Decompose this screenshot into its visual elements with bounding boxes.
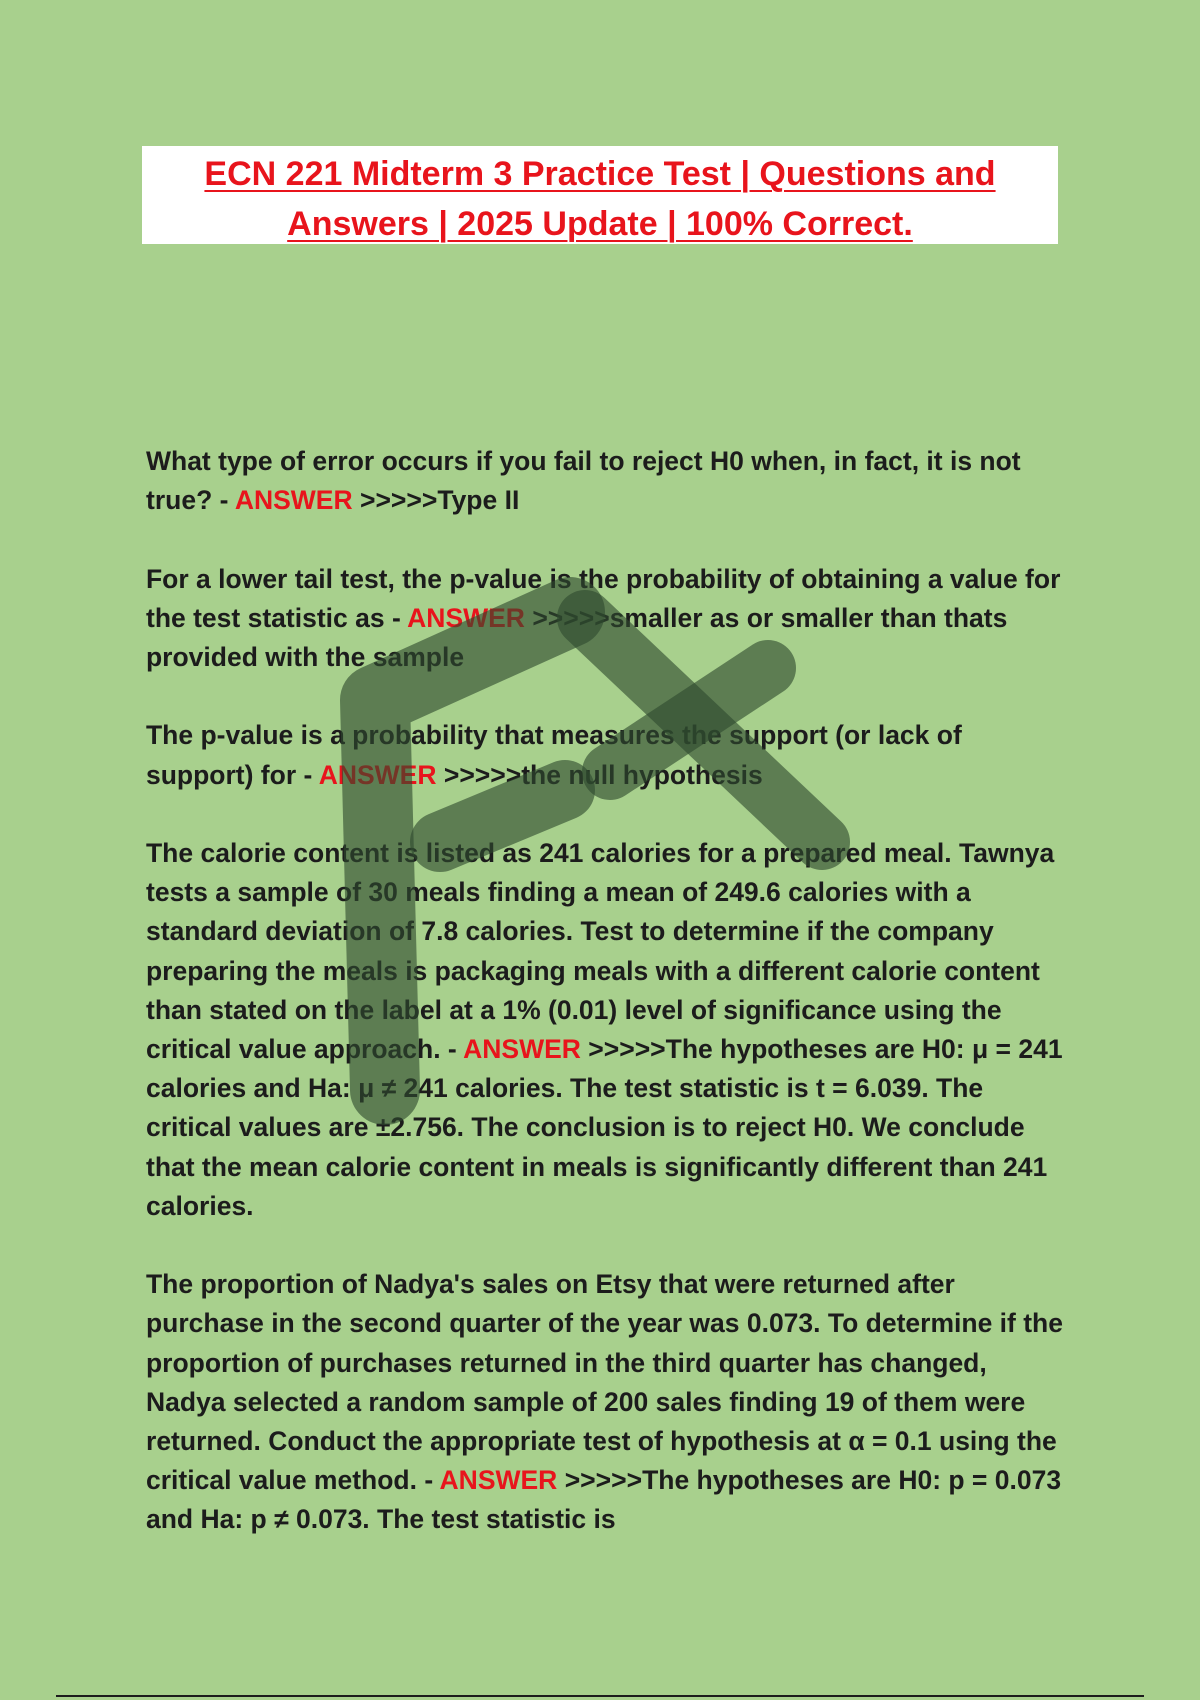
answer-label: ANSWER [234, 485, 353, 516]
footer-rule [56, 1695, 1144, 1697]
answer-label: ANSWER [407, 602, 525, 633]
qa-list [146, 442, 1066, 1579]
answer-text: >>>>>smaller as or smaller than thats provided with the sample [146, 602, 1008, 672]
answer-label: ANSWER [318, 759, 437, 790]
question-text: The calorie content is listed as 241 calories for a prepared meal. Tawnya tests a sample of 30 meals finding a mean of 249.6 calories with a standard deviation of 7.8 calories. Test to determine if the company preparing the meals is packaging meals with a different calorie content than stated on the label at a 1% (0.01) level of significance using the critical value approach. - [146, 837, 1055, 1064]
question-text: For a lower tail test, the p-value is the probability of obtaining a value for the test statistic as - [146, 563, 1061, 633]
qa-item-4 [146, 834, 1066, 1226]
question-text: The proportion of Nadya's sales on Etsy that were returned after purchase in the second quarter of the year was 0.073. To determine if the proportion of purchases returned in the third quarter has changed, Nadya selected a random sample of 200 sales finding 19 of them were returned. Conduct the appropriate test of hypothesis at α = 0.1 using the critical value method. - [146, 1269, 1063, 1496]
document-title-line-2: Answers | 2025 Update | 100% Correct. [287, 205, 913, 243]
document-title-box [142, 146, 1058, 244]
answer-label: ANSWER [463, 1034, 581, 1064]
qa-item-5 [146, 1265, 1066, 1539]
answer-text: >>>>>The hypotheses are H0: p = 0.073 and Ha: p ≠ 0.073. The test statistic is [146, 1465, 1062, 1535]
qa-item-1 [146, 442, 1066, 520]
qa-item-3 [146, 716, 1066, 794]
question-text: The p-value is a probability that measures the support (or lack of support) for - [146, 720, 962, 790]
document-title-line-1: ECN 221 Midterm 3 Practice Test | Questions and [204, 155, 996, 193]
answer-text: >>>>>The hypotheses are H0: μ = 241 calories and Ha: μ ≠ 241 calories. The test statistic is t = 6.039. The critical values are ±2.756. The conclusion is to reject H0. We conclude that the mean calorie content in meals is significantly different than 241 calories. [146, 1034, 1063, 1221]
answer-text: >>>>>the null hypothesis [436, 759, 763, 790]
answer-label: ANSWER [439, 1465, 558, 1496]
question-text: What type of error occurs if you fail to reject H0 when, in fact, it is not true? - [146, 446, 1021, 516]
answer-text: >>>>>Type II [352, 485, 520, 516]
qa-item-2 [146, 560, 1066, 678]
